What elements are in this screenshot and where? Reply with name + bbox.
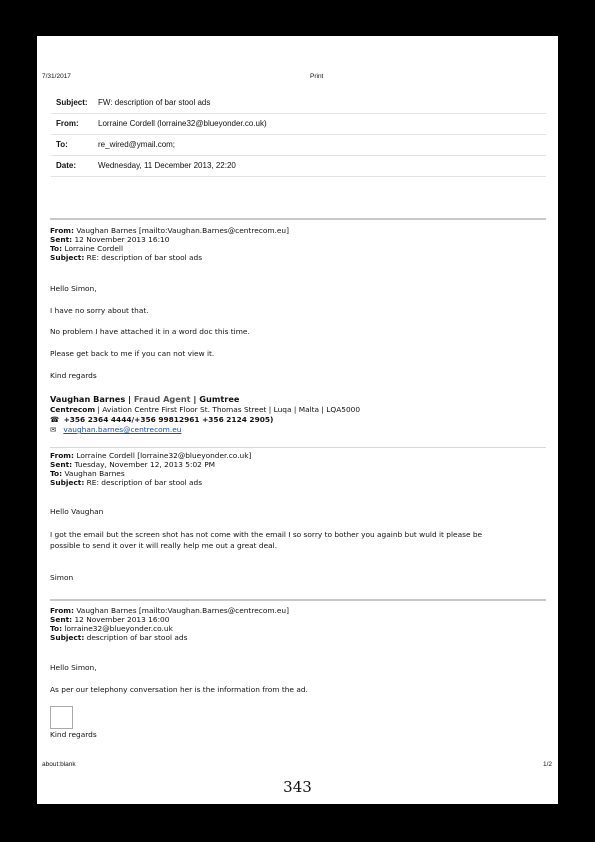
message-separator (50, 599, 546, 601)
envelope-icon: ✉ (50, 425, 57, 434)
message-separator (50, 447, 546, 448)
signature-phone-line: ☎ +356 2364 4444/+356 99812961 +356 2124 2905) (50, 415, 274, 424)
msg1-body-line: I have no sorry about that. (50, 306, 149, 315)
message-3-headers: From: Vaughan Barnes [mailto:Vaughan.Barnes@centrecom.eu] Sent: 12 November 2013 16:00 To: lorraine32@blueyonder.co.uk Subject: description of bar stool ads (50, 606, 290, 642)
header-label: Date: (56, 161, 77, 170)
header-row-to (51, 134, 546, 156)
msg2-to: Vaughan Barnes (64, 469, 125, 478)
signature-email-link[interactable]: vaughan.barnes@centrecom.eu (63, 425, 182, 434)
msg2-subject: RE: description of bar stool ads (86, 478, 203, 487)
msg1-body-line: No problem I have attached it in a word doc this time. (50, 327, 250, 336)
signature-email-line (50, 425, 360, 434)
msg2-from: Lorraine Cordell [lorraine32@blueyonder.co.uk] (76, 451, 252, 460)
message-1-headers: From: Vaughan Barnes [mailto:Vaughan.Barnes@centrecom.eu] Sent: 12 November 2013 16:10 To: Lorraine Cordell Subject: RE: description of bar stool ads (50, 226, 290, 262)
msg3-to: lorraine32@blueyonder.co.uk (64, 624, 173, 633)
msg1-body-line: Please get back to me if you can not view it. (50, 349, 215, 358)
header-row-from (51, 113, 546, 135)
msg1-greeting: Hello Simon, (50, 284, 97, 293)
print-date: 7/31/2017 (42, 73, 71, 80)
header-value: Lorraine Cordell (lorraine32@blueyonder.co.uk) (98, 119, 267, 128)
print-title: Print (310, 73, 324, 80)
msg3-body-line: As per our telephony conversation her is the information from the ad. (50, 685, 308, 694)
message-separator (50, 218, 546, 220)
signature-address-line: Centrecom | Aviation Centre First Floor St. Thomas Street | Luqa | Malta | LQA5000 (50, 405, 361, 414)
msg2-body-line: I got the email but the screen shot has not come with the email I so sorry to bother you againb but wuld it please be (50, 530, 483, 539)
phone-icon: ☎ (50, 415, 60, 424)
message-2-headers: From: Lorraine Cordell [lorraine32@blueyonder.co.uk] Sent: Tuesday, November 12, 2013 5:02 PM To: Vaughan Barnes Subject: RE: description of bar stool ads (50, 451, 252, 487)
header-label: Subject: (56, 98, 88, 107)
header-value: Wednesday, 11 December 2013, 22:20 (98, 161, 236, 170)
header-row-date (51, 155, 546, 177)
header-label: From: (56, 119, 79, 128)
msg1-from: Vaughan Barnes [mailto:Vaughan.Barnes@centrecom.eu] (76, 226, 290, 235)
header-value: FW: description of bar stool ads (98, 98, 211, 107)
msg1-to: Lorraine Cordell (64, 244, 124, 253)
email-signature (50, 394, 360, 434)
msg3-sent: 12 November 2013 16:00 (74, 615, 170, 624)
msg1-sent: 12 November 2013 16:10 (74, 235, 170, 244)
header-label: To: (56, 140, 68, 149)
signature-name-line: Vaughan Barnes | Fraud Agent | Gumtree (50, 394, 240, 404)
msg3-closing: Kind regards (50, 730, 97, 739)
missing-image-placeholder (50, 706, 73, 729)
msg3-from: Vaughan Barnes [mailto:Vaughan.Barnes@centrecom.eu] (76, 606, 290, 615)
header-row-subject (51, 92, 546, 114)
msg2-closing: Simon (50, 573, 74, 582)
msg1-closing: Kind regards (50, 371, 97, 380)
msg1-subject: RE: description of bar stool ads (86, 253, 203, 262)
print-footer-url: about:blank (42, 761, 76, 768)
msg2-sent: Tuesday, November 12, 2013 5:02 PM (74, 460, 216, 469)
msg3-greeting: Hello Simon, (50, 663, 97, 672)
msg2-body-line: possible to send it over it will really help me out a great deal. (50, 541, 278, 550)
msg3-subject: description of bar stool ads (86, 633, 188, 642)
printed-page (37, 36, 558, 804)
header-value: re_wired@ymail.com; (98, 140, 176, 149)
page-number: 343 (283, 778, 312, 796)
msg2-greeting: Hello Vaughan (50, 507, 104, 516)
print-footer-page: 1/2 (543, 761, 553, 768)
